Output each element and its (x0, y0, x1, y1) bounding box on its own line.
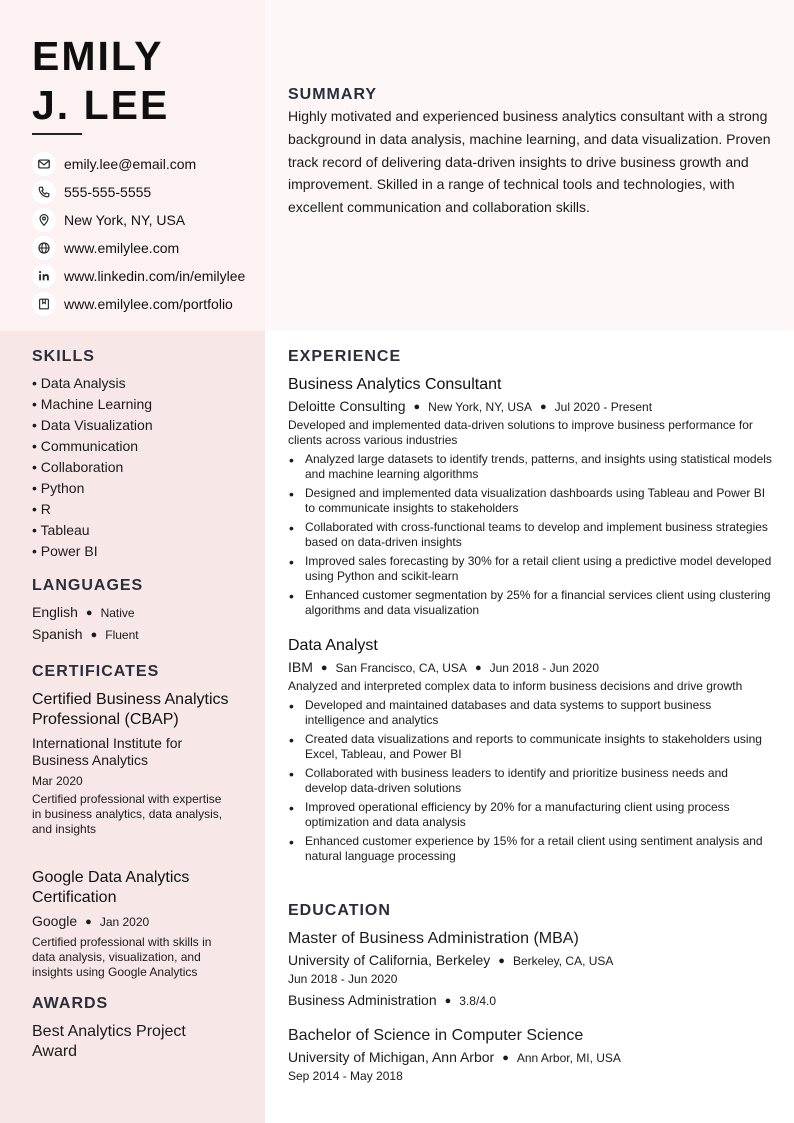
summary-text: Highly motivated and experienced business analytics consultant with a strong background in data analysis, machine learning, and data visualization. Proven track record of delivering data-driven insights to drive business growth and improvement. Skilled in a range of technical tools and technologies, with excellent communication and collaboration skills. (288, 108, 771, 216)
last-name: J. LEE (32, 82, 170, 128)
job-location: San Francisco, CA, USA (335, 661, 467, 675)
separator-dot: ● (444, 995, 452, 1007)
education-heading: EDUCATION (288, 902, 391, 919)
candidate-name (32, 32, 169, 130)
contact-location (32, 206, 245, 234)
certificates-heading: CERTIFICATES (32, 663, 160, 680)
education-major-row (288, 992, 772, 1008)
separator-dot: ● (85, 607, 93, 619)
education-meta (288, 1049, 772, 1065)
job-bullet: • Collaborated with business leaders to identify and prioritize business needs and develop data-driven solutions (288, 766, 772, 796)
skills-list (32, 373, 153, 562)
education-entry (288, 1026, 772, 1083)
job-bullets (288, 452, 772, 618)
certificate-title: Certified Business Analytics Professional (CBAP) (32, 691, 229, 728)
job-dates: Jun 2018 - Jun 2020 (489, 661, 600, 675)
job-summary: Developed and implemented data-driven solutions to improve business performance for clients across various industries (288, 418, 753, 447)
separator-dot: ● (540, 401, 547, 413)
job-bullets (288, 698, 772, 864)
first-name: EMILY (32, 33, 164, 79)
job-company: IBM (288, 659, 313, 675)
separator-dot: ● (320, 662, 328, 674)
separator-dot: ● (502, 1052, 509, 1064)
language-level: Fluent (105, 628, 139, 642)
languages-heading: LANGUAGES (32, 577, 144, 594)
phone-text: 555-555-5555 (64, 184, 152, 200)
education-degree: Bachelor of Science in Computer Science (288, 1027, 584, 1044)
certificate-date: Mar 2020 (32, 774, 83, 788)
experience-heading: EXPERIENCE (288, 348, 402, 365)
globe-icon (32, 236, 56, 260)
job-bullet: • Developed and maintained databases and data systems to support business intelligence and analytics (288, 698, 772, 728)
language-name: Spanish (32, 626, 83, 642)
job-bullet: • Enhanced customer experience by 15% for a retail client using sentiment analysis and natural language processing (288, 834, 772, 864)
language-item (32, 624, 139, 646)
job-entry (288, 636, 772, 868)
separator-dot: ● (85, 916, 92, 928)
summary-heading: SUMMARY (288, 86, 378, 103)
job-summary: Analyzed and interpreted complex data to inform business decisions and drive growth (288, 679, 743, 693)
education-location: Berkeley, CA, USA (512, 954, 614, 968)
name-divider (32, 133, 82, 135)
skill-item: • Power BI (32, 543, 98, 559)
contact-list (32, 150, 245, 318)
skill-item: • Collaboration (32, 459, 124, 475)
skill-item: • Python (32, 480, 85, 496)
email-text: emily.lee@email.com (64, 156, 197, 172)
skill-item: • R (32, 501, 51, 517)
certificate-title: Google Data Analytics Certification (32, 869, 190, 906)
skill-item: • Tableau (32, 522, 90, 538)
skill-item: • Data Analysis (32, 375, 126, 391)
certificate-issuer: Google (32, 913, 78, 929)
certificate-issuer: International Institute for Business Analytics (32, 735, 183, 768)
website-text: www.emilylee.com (64, 240, 180, 256)
job-bullet: • Created data visualizations and reports to communicate insights to stakeholders using Excel, Tableau, and Power BI (288, 732, 772, 762)
contact-email[interactable] (32, 150, 245, 178)
education-entry (288, 929, 772, 1008)
linkedin-text: www.linkedin.com/in/emilylee (64, 268, 246, 284)
education-meta (288, 952, 772, 968)
job-bullet: • Improved operational efficiency by 20% for a manufacturing client using process optimization and data analysis (288, 800, 772, 830)
job-company: Deloitte Consulting (288, 398, 406, 414)
job-bullet: • Improved sales forecasting by 30% for a retail client using a predictive model developed using Python and scikit-learn (288, 554, 772, 584)
job-dates: Jul 2020 - Present (554, 400, 653, 414)
awards-heading: AWARDS (32, 995, 109, 1012)
education-school: University of Michigan, Ann Arbor (288, 1049, 495, 1065)
contact-linkedin[interactable] (32, 262, 245, 290)
job-title: Data Analyst (288, 637, 378, 654)
language-level: Native (100, 606, 135, 620)
job-bullet: • Collaborated with cross-functional teams to develop and implement business strategies based on data-driven insights (288, 520, 772, 550)
education-location: Ann Arbor, MI, USA (516, 1051, 621, 1065)
email-icon (32, 152, 56, 176)
contact-portfolio[interactable] (32, 290, 245, 318)
education-degree: Master of Business Administration (MBA) (288, 930, 579, 947)
job-entry (288, 375, 772, 622)
education-dates: Sep 2014 - May 2018 (288, 1069, 403, 1083)
languages-list (32, 602, 139, 646)
phone-icon (32, 180, 56, 204)
education-dates: Jun 2018 - Jun 2020 (288, 972, 398, 986)
certificate-description: Certified professional with skills in data analysis, visualization, and insights using Google Analytics (32, 935, 212, 979)
language-item (32, 602, 139, 624)
separator-dot: ● (413, 401, 421, 413)
job-title: Business Analytics Consultant (288, 376, 502, 393)
certificate-description: Certified professional with expertise in business analytics, data analysis, and insights (32, 792, 223, 836)
certificate-item (32, 690, 232, 837)
certificate-date: Jan 2020 (99, 915, 150, 929)
skills-heading: SKILLS (32, 348, 95, 365)
location-icon (32, 208, 56, 232)
job-meta (288, 659, 772, 675)
separator-dot: ● (474, 662, 482, 674)
education-gpa: 3.8/4.0 (459, 994, 496, 1008)
portfolio-text: www.emilylee.com/portfolio (64, 296, 233, 312)
separator-dot: ● (498, 955, 505, 967)
contact-website[interactable] (32, 234, 245, 262)
skill-item: • Communication (32, 438, 139, 454)
education-major: Business Administration (288, 992, 437, 1008)
contact-phone[interactable] (32, 178, 245, 206)
job-bullet: • Enhanced customer segmentation by 25% for a financial services client using clustering algorithms and data visualization (288, 588, 772, 618)
certificate-issuer-row (32, 913, 232, 931)
language-name: English (32, 604, 78, 620)
job-meta (288, 398, 772, 414)
skill-item: • Data Visualization (32, 417, 153, 433)
job-bullet: • Designed and implemented data visualization dashboards using Tableau and Power BI to communicate insights to stakeholders (288, 486, 772, 516)
award-item: Best Analytics Project Award (32, 1023, 186, 1060)
education-school: University of California, Berkeley (288, 952, 491, 968)
skill-item: • Machine Learning (32, 396, 153, 412)
location-text: New York, NY, USA (64, 212, 186, 228)
linkedin-icon (32, 264, 56, 288)
job-bullet: • Analyzed large datasets to identify trends, patterns, and insights using statistical models and machine learning algorithms (288, 452, 772, 482)
separator-dot: ● (90, 629, 98, 641)
certificate-item (32, 868, 232, 980)
job-location: New York, NY, USA (428, 400, 532, 414)
portfolio-icon (32, 292, 56, 316)
